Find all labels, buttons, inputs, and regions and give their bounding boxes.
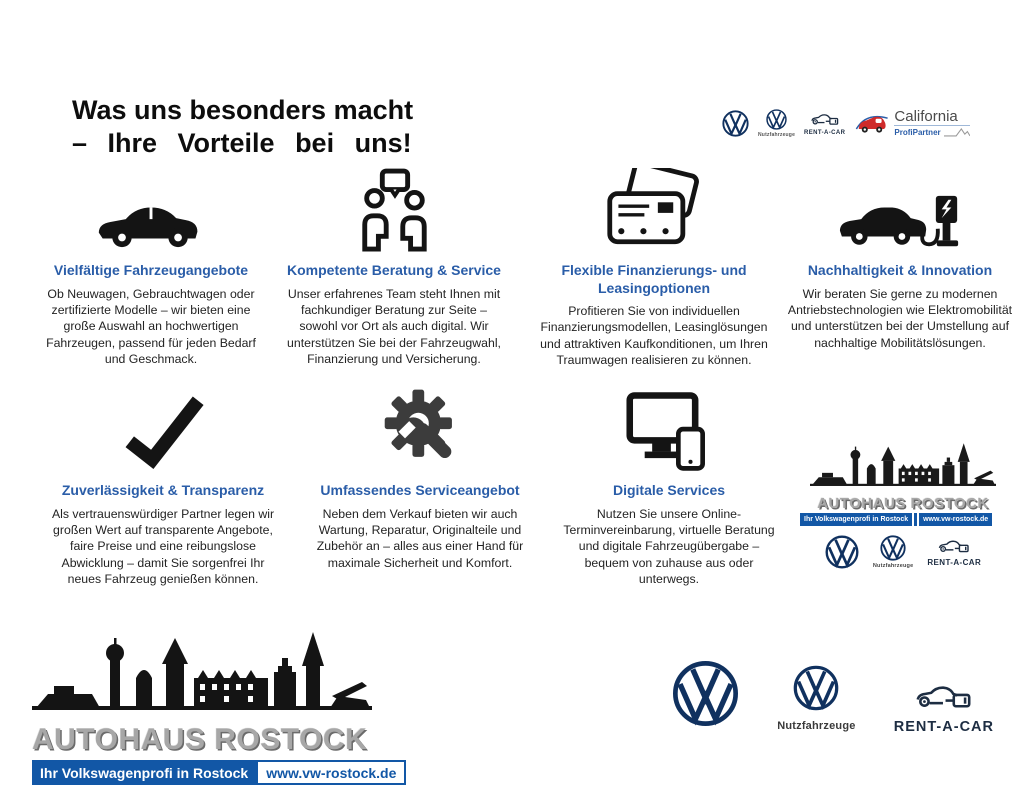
rent-a-car-label: RENT-A-CAR bbox=[804, 129, 846, 136]
feature-card-nachhaltigkeit bbox=[784, 168, 1016, 369]
feature-row-2 bbox=[0, 388, 1024, 588]
checkmark-icon bbox=[120, 394, 206, 472]
vw-logo-icon bbox=[825, 535, 859, 569]
feature-text: Nutzen Sie unsere Online-Terminvereinbarung, virtuelle Beratung und digitale Fahrzeugübergabe – bequem von zuhause aus oder unterwegs. bbox=[563, 506, 775, 587]
california-name: California bbox=[894, 108, 958, 125]
feature-text: Profitieren Sie von individuellen Finanzierungsmodellen, Leasinglösungen und attraktiven Kaufkonditionen, um Ihren Traumwagen realisieren zu können. bbox=[540, 304, 768, 368]
page-title bbox=[72, 94, 413, 160]
rent-a-car-icon bbox=[906, 680, 982, 716]
feature-card-beratung bbox=[282, 168, 506, 369]
dealer-banner bbox=[800, 513, 1006, 526]
nutzfahrzeuge-label: Nutzfahrzeuge bbox=[777, 720, 856, 732]
rent-a-car-logo bbox=[927, 537, 981, 567]
feature-card-finanzierung bbox=[534, 168, 774, 369]
monitor-smartphone-icon bbox=[626, 390, 712, 472]
rent-a-car-icon bbox=[933, 537, 975, 557]
dealer-mini-logos bbox=[800, 535, 1006, 569]
rent-a-car-icon bbox=[805, 111, 845, 129]
california-profipartner-label: ProfiPartner bbox=[894, 128, 941, 137]
feature-title: Flexible Finanzierungs- und Leasingoptionen bbox=[561, 262, 747, 296]
vw-nutzfahrzeuge-logo bbox=[758, 109, 795, 138]
feature-title: Kompetente Beratung & Service bbox=[287, 262, 501, 278]
nutzfahrzeuge-label: Nutzfahrzeuge bbox=[758, 131, 796, 138]
feature-card-zuverlaessigkeit bbox=[44, 388, 282, 588]
vw-logo-icon bbox=[672, 660, 739, 727]
feature-text: Ob Neuwagen, Gebrauchtwagen oder zertifizierte Modelle – wir bieten eine große Auswahl an hochwertigen Fahrzeugen, passend für jeden Bedarf und Geschmack. bbox=[46, 286, 256, 367]
feature-title: Nachhaltigkeit & Innovation bbox=[807, 262, 993, 278]
vw-logo-icon bbox=[793, 665, 839, 711]
feature-text: Neben dem Verkauf bieten wir auch Wartung, Reparatur, Originalteile und Zubehör an – alles aus einer Hand für maximale Sicherheit und Komfort. bbox=[316, 506, 524, 570]
vw-logo bbox=[672, 660, 739, 727]
vw-nutzfahrzeuge-logo bbox=[873, 535, 914, 569]
dealer-logo-large bbox=[32, 626, 397, 785]
financing-cards-icon bbox=[604, 168, 704, 252]
vw-logo-icon bbox=[766, 109, 787, 130]
vw-nutzfahrzeuge-logo bbox=[777, 665, 855, 732]
california-profipartner-logo bbox=[854, 109, 969, 137]
feature-text: Als vertrauenswürdiger Partner legen wir großen Wert auf transparente Angebote, faire Preise und eine reibungslose Abwicklung – damit Sie sorgenfrei Ihr neues Fahrzeug genießen können. bbox=[51, 506, 275, 587]
dealer-logo-mini bbox=[800, 388, 1006, 588]
partner-logo-bar bbox=[722, 100, 990, 146]
mountain-outline-icon bbox=[944, 127, 970, 137]
rostock-skyline-icon bbox=[810, 440, 996, 492]
dealer-url: www.vw-rostock.de bbox=[256, 760, 406, 785]
nutzfahrzeuge-label: Nutzfahrzeuge bbox=[872, 563, 914, 569]
feature-title: Zuverlässigkeit & Transparenz bbox=[61, 482, 265, 498]
electric-car-charging-icon bbox=[836, 190, 964, 252]
feature-card-serviceangebot bbox=[304, 388, 536, 588]
california-text bbox=[894, 109, 969, 137]
page-title-line2: – Ihre Vorteile bei uns! bbox=[72, 128, 412, 158]
rostock-skyline-icon bbox=[32, 626, 372, 721]
dealer-tagline: Ihr Volkswagenprofi in Rostock bbox=[32, 760, 256, 785]
feature-text: Unser erfahrenes Team steht Ihnen mit fachkundiger Beratung zur Seite – sowohl vor Ort als auch digital. Wir unterstützen Sie bei der Fahrzeugwahl, Finanzierung und Versicherung. bbox=[287, 286, 501, 367]
vw-logo-icon bbox=[722, 110, 749, 137]
rent-a-car-logo bbox=[894, 680, 994, 735]
car-icon bbox=[92, 194, 210, 252]
vw-logo-icon bbox=[880, 535, 906, 561]
footer-logo-bar bbox=[672, 660, 994, 735]
vw-logo bbox=[722, 110, 749, 137]
dealer-name: AUTOHAUS ROSTOCK bbox=[32, 723, 368, 756]
california-camper-icon bbox=[854, 110, 890, 136]
gear-wrench-icon bbox=[378, 388, 462, 472]
vw-logo bbox=[825, 535, 859, 569]
dealer-tagline: Ihr Volkswagenprofi in Rostock bbox=[800, 513, 912, 526]
feature-card-digitale-services bbox=[562, 388, 776, 588]
rent-a-car-label: RENT-A-CAR bbox=[893, 719, 994, 735]
page-title-line1: Was uns besonders macht bbox=[72, 95, 414, 125]
consultation-people-icon bbox=[355, 168, 433, 252]
dealer-banner bbox=[32, 760, 397, 785]
feature-title: Umfassendes Serviceangebot bbox=[320, 482, 520, 498]
rent-a-car-logo bbox=[804, 111, 845, 136]
rent-a-car-label: RENT-A-CAR bbox=[927, 558, 982, 567]
feature-title: Vielfältige Fahrzeugangebote bbox=[53, 262, 249, 278]
feature-row-1 bbox=[0, 168, 1024, 369]
feature-title: Digitale Services bbox=[612, 482, 726, 498]
feature-text: Wir beraten Sie gerne zu modernen Antriebstechnologien wie Elektromobilität und unterstützen bei der Umstellung auf nachhaltige Mobilitätslösungen. bbox=[787, 286, 1013, 350]
dealer-url: www.vw-rostock.de bbox=[919, 513, 992, 526]
feature-card-fahrzeugangebote bbox=[44, 168, 258, 369]
dealer-name: AUTOHAUS ROSTOCK bbox=[817, 495, 989, 512]
